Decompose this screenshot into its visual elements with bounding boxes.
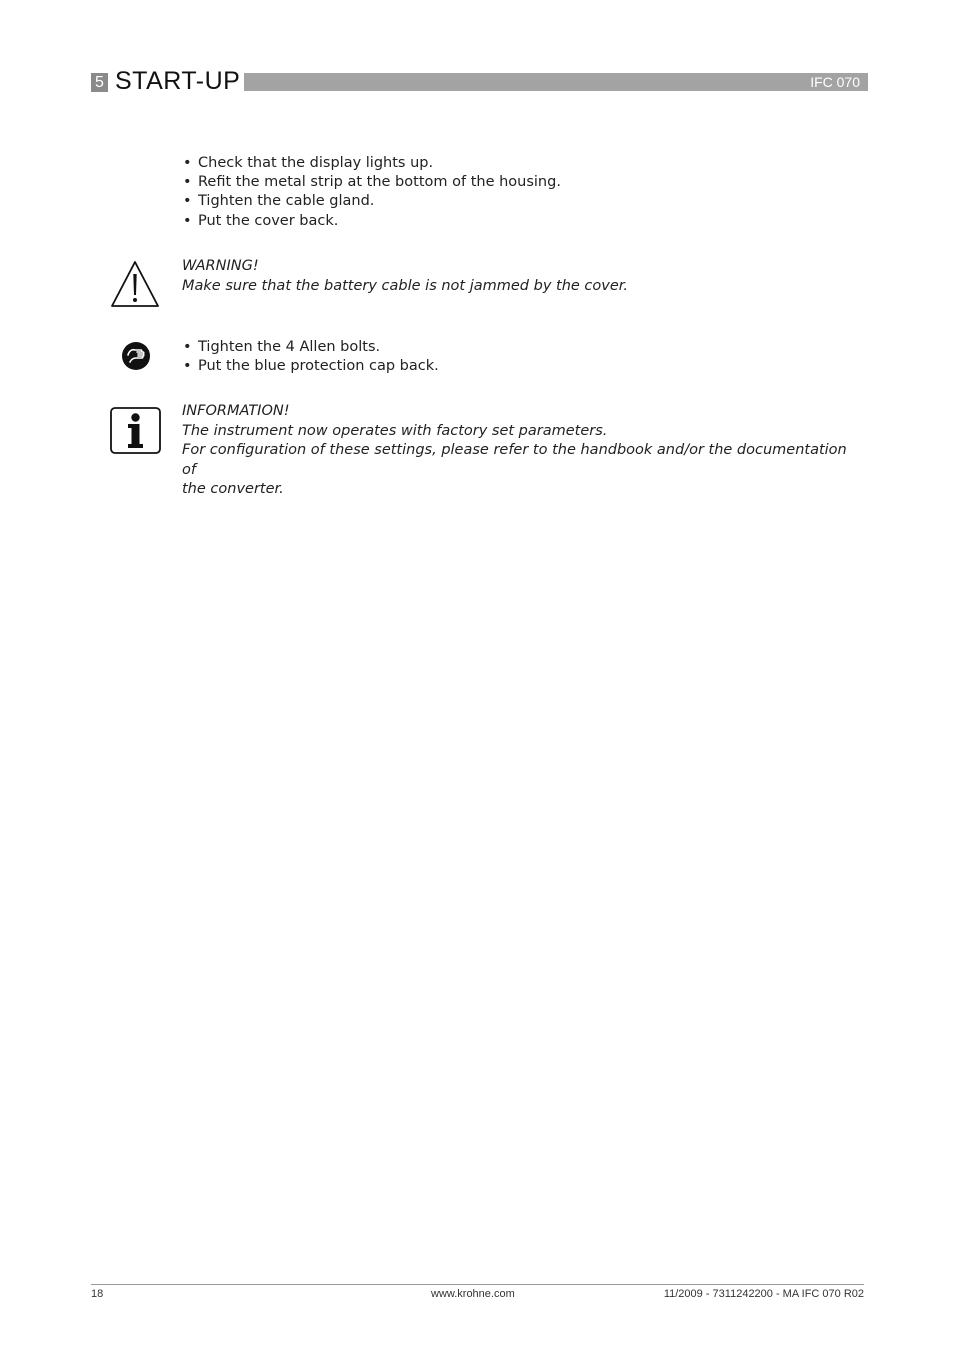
information-notice <box>182 402 862 500</box>
document-code: IFC 070 <box>810 74 860 90</box>
chapter-title: START-UP <box>115 67 241 95</box>
information-title: INFORMATION! <box>182 403 290 419</box>
page-header <box>91 67 868 95</box>
chapter-number: 5 <box>91 73 108 92</box>
hand-instruction-icon <box>121 341 151 371</box>
information-line: For configuration of these settings, please refer to the handbook and/or the documentation of <box>182 442 847 478</box>
list-item: • Refit the metal strip at the bottom of the housing. <box>183 173 561 192</box>
list-item: • Check that the display lights up. <box>183 154 561 173</box>
page-number: 18 <box>91 1288 104 1300</box>
list-item: • Put the blue protection cap back. <box>183 357 439 376</box>
warning-notice <box>182 257 862 296</box>
warning-title: WARNING! <box>182 258 259 274</box>
website-link[interactable]: www.krohne.com <box>431 1288 515 1300</box>
information-icon <box>110 407 161 454</box>
step-list-1 <box>183 154 561 231</box>
header-bar <box>244 73 868 91</box>
step-list-2 <box>183 338 439 376</box>
warning-text: Make sure that the battery cable is not jammed by the cover. <box>182 277 629 294</box>
warning-triangle-icon <box>110 260 160 308</box>
list-item: • Tighten the cable gland. <box>183 192 561 211</box>
document-reference: 11/2009 - 7311242200 - MA IFC 070 R02 <box>663 1288 864 1300</box>
information-line: the converter. <box>182 481 284 497</box>
list-item: • Tighten the 4 Allen bolts. <box>183 338 439 357</box>
list-item: • Put the cover back. <box>183 212 561 231</box>
information-line: The instrument now operates with factory set parameters. <box>182 422 608 439</box>
page-footer <box>91 1284 864 1300</box>
